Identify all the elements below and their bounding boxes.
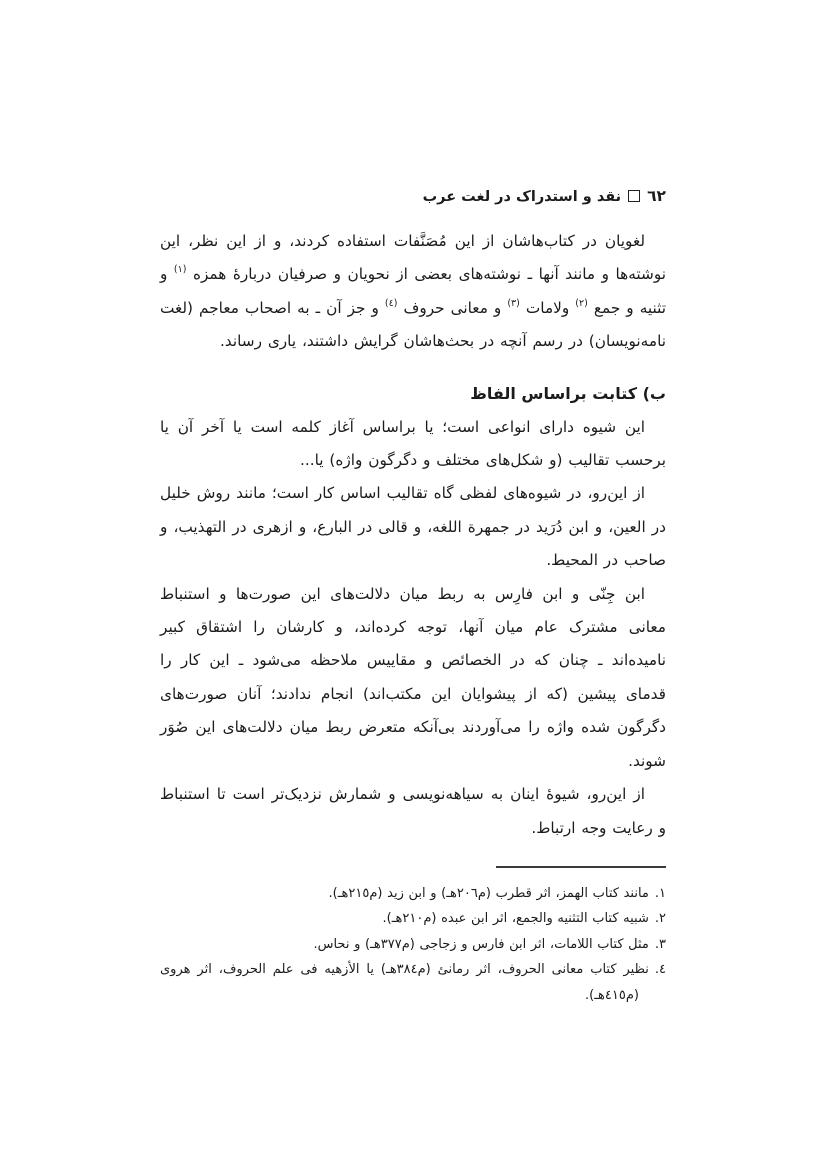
- running-header: [160, 184, 666, 209]
- paragraph-text: ولامات: [519, 298, 576, 317]
- footnote-4: [160, 957, 666, 1008]
- paragraph-2: این شیوه دارای انواعی است؛ یا براساس آغاز کلمه است یا آخر آن یا برحسب تقالیب (و شکل‌های مختلف و دگرگون واژه) یا...: [160, 417, 666, 470]
- footnote-ref-3: (٣): [507, 297, 520, 309]
- footnote-1: [160, 881, 666, 907]
- footnote-ref-2: (٢): [575, 297, 588, 309]
- text-block: [160, 0, 666, 1008]
- footnote-ref-1: (١): [173, 264, 187, 276]
- footnote-number: ٣.: [654, 936, 666, 952]
- paragraph-4: ابن جِنّی و ابن فارِس به ربط میان دلالت‌های این صورت‌ها و استنباط معانی مشترک عام میان آنها، توجه کرده‌اند، و کارشان را اشتقاق کبیر نامیده‌اند ـ چنان که در الخصائص و مقاییس ملاحظه می‌شود ـ این کار را قدمای پیشین (که از پیشوایان این مکتب‌اند) انجام ندادند؛ آنان صورت‌های دگرگون شده واژه را می‌آوردند بی‌آنکه متعرض ربط میان دلالت‌های این صُوَر شوند.: [160, 584, 666, 770]
- footnote-text: مانند کتاب الهمز، اثر قطرب (م٢٠٦هـ) و ابن زید (م٢١٥هـ).: [328, 885, 649, 901]
- footnote-number: ٢.: [654, 911, 666, 927]
- book-title: نقد و استدراک در لغت عرب: [422, 189, 622, 205]
- paragraph-text: و تثنیه و جمع: [160, 265, 666, 317]
- footnote-number: ٤.: [654, 962, 666, 978]
- section-heading: ب) کتابت براساس الفاظ: [470, 383, 666, 403]
- paragraph-text: و معانی حروف: [397, 298, 508, 317]
- footnote-text: نظیر کتاب معانی الحروف، اثر رمانئ (م٣٨٤هـ) یا الأزهیه فی علم الحروف، اثر هروی (م٤١٥هـ).: [160, 962, 649, 1003]
- paragraph-3: از این‌رو، در شیوه‌های لفظی گاه تقالیب اساس کار است؛ مانند روش خلیل در العین، و ابن دُرَید در جمهرة اللغه، و قالی در البارع، و ازهری در التهذیب، و صاحب در المحیط.: [160, 484, 666, 570]
- paragraph-5: از این‌رو، شیوهٔ اینان به سیاهه‌نویسی و شمارش نزدیک‌تر است تا استنباط و رعایت وجه ارتباط.: [160, 785, 666, 837]
- footnote-text: شبیه کتاب التثنیه والجمع، اثر ابن عبده (م٢١٠هـ).: [382, 911, 649, 927]
- paragraph-text: لغویان در کتاب‌هاشان از این مُصَنَّفات استفاده کردند، و از این نظر، این نوشته‌ها و مانند آنها ـ نوشته‌های بعضی از نحویان و صرفیان دربارهٔ همزه: [160, 232, 666, 284]
- footnote-3: [160, 932, 666, 958]
- square-bullet-icon: [628, 190, 640, 202]
- footnote-text: مثل کتاب اللامات، اثر ابن فارس و زجاجی (م٣٧٧هـ) و نحاس.: [313, 936, 649, 952]
- footnote-separator: [496, 866, 666, 868]
- footnotes-block: [160, 881, 666, 1009]
- paragraph-text: و جز آن ـ به اصحاب معاجم (لغت نامه‌نویسان) در رسم آنچه در بحث‌هاشان گرایش داشتند، یاری رساند.: [160, 298, 666, 351]
- footnote-ref-4: (٤): [384, 297, 398, 309]
- page-number: ٦٢: [647, 187, 666, 205]
- footnote-2: [160, 906, 666, 932]
- paragraph-1: [160, 225, 666, 359]
- footnote-number: ١.: [654, 885, 666, 901]
